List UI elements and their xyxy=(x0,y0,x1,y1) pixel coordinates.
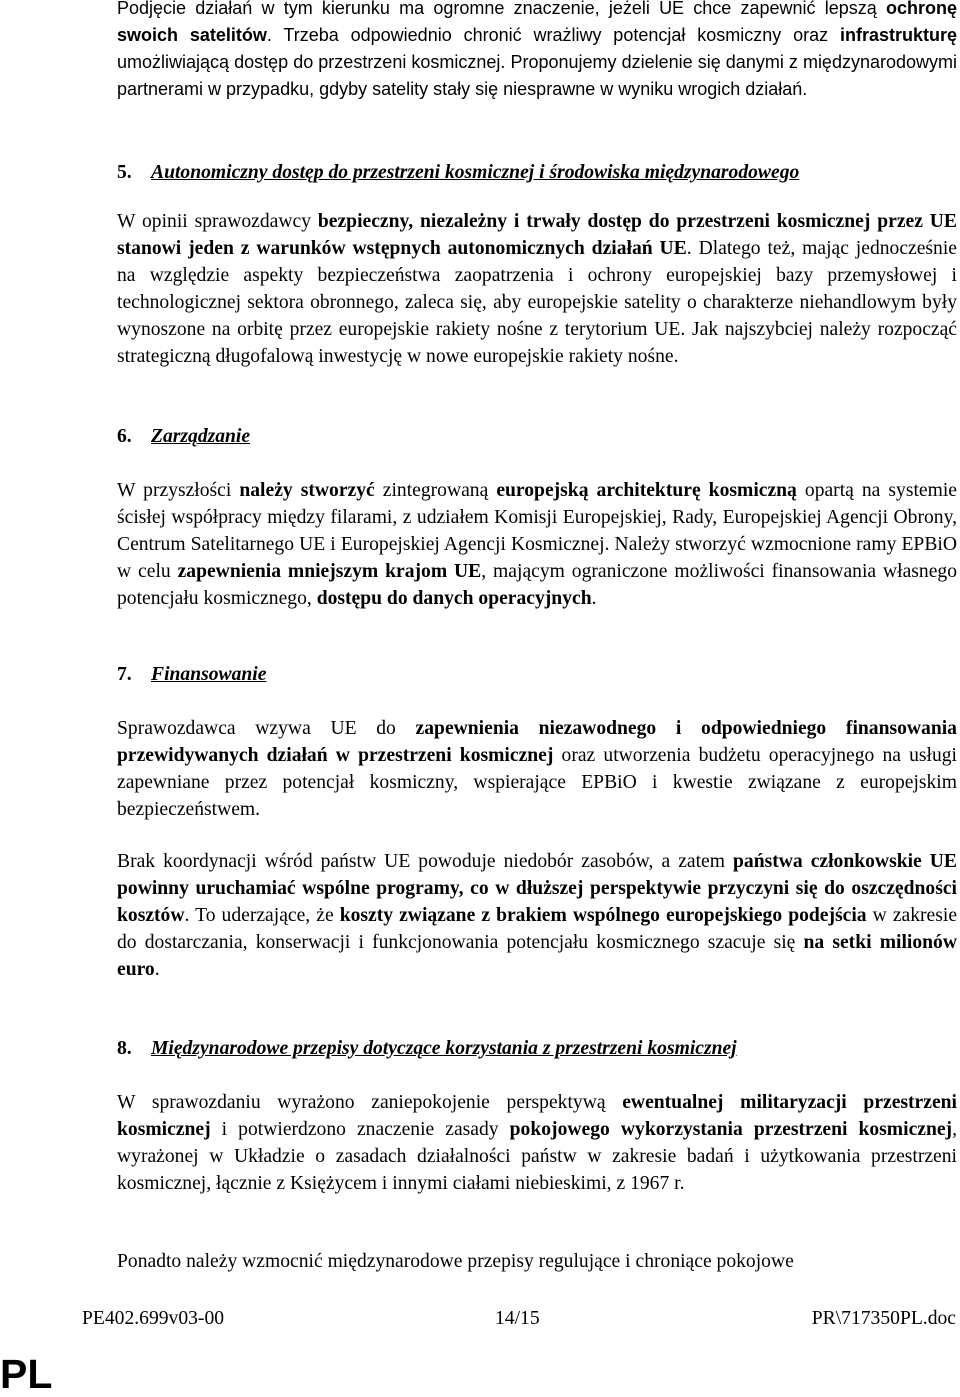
text-run: Brak koordynacji wśród państw UE powoduje niedobór zasobów, a zatem xyxy=(117,851,733,872)
section-8-paragraph-2 xyxy=(117,1248,957,1275)
page-footer xyxy=(0,1305,960,1335)
text-run: opartą na systemie ścisłej współpracy między filarami, z udziałem Komisji Europejskiej, Rady, Europejskiej Agencji Obrony, Centrum Satelitarnego UE i Europejskiej Agencji Kosmicznej. Należy stworzyć wzmocnione ramy EPBiO w celu xyxy=(117,480,957,582)
footer-page-number: 14/15 xyxy=(495,1308,540,1329)
text-run: . xyxy=(591,588,597,609)
bold-text-run: ewentualnej militaryzacji przestrzeni kosmicznej xyxy=(117,1092,957,1140)
text-run: w zakresie do dostarczania, konserwacji i funkcjonowania potencjału kosmicznego szacuje się xyxy=(117,905,958,953)
text-run: . Dlatego też, mając jednocześnie na względzie aspekty bezpieczeństwa zaopatrzenia i ochrony europejskiej bazy przemysłowej i technologicznej sektora obronnego, zaleca się, aby europejskie satelity o charakterze niehandlowym były wynoszone na orbitę przez europejskie rakiety nośne z terytorium UE. Jak najszybciej należy rozpocząć strategiczną długofalową inwestycję w nowe europejskie rakiety nośne. xyxy=(117,238,957,367)
bold-text-run: zapewnienia mniejszym krajom UE xyxy=(177,561,482,582)
bold-text-run: na setki milionów euro xyxy=(117,932,957,980)
text-run: , wyrażonej w Układzie o zasadach działalności państw w zakresie badań i użytkowania przestrzeni kosmicznej, łącznie z Księżycem i innymi ciałami niebieskimi, z 1967 r. xyxy=(117,1119,957,1194)
bold-text-run: europejską architekturę kosmiczną xyxy=(496,480,797,501)
text-run: Podjęcie działań w tym kierunku ma ogromne znaczenie, jeżeli UE chce zapewnić lepszą xyxy=(117,0,886,18)
text-run: . xyxy=(154,959,160,980)
section-5-title: Autonomiczny dostęp do przestrzeni kosmicznej i środowiska międzynarodowego xyxy=(151,162,800,183)
text-run: W sprawozdaniu wyrażono zaniepokojenie perspektywą xyxy=(117,1092,623,1113)
intro-paragraph xyxy=(117,0,957,103)
section-7-paragraph-2 xyxy=(117,848,957,983)
section-6-number: 6. xyxy=(117,426,132,447)
bold-text-run: koszty związane z brakiem wspólnego europejskiego podejścia xyxy=(339,905,867,926)
text-run: W przyszłości xyxy=(117,480,240,501)
footer-document-code: PE402.699v03-00 xyxy=(82,1308,225,1329)
bold-text-run: pokojowego wykorzystania przestrzeni kosmicznej xyxy=(509,1119,953,1140)
section-7-paragraph-1 xyxy=(117,715,957,823)
text-run: Sprawozdawca wzywa UE do xyxy=(117,718,416,739)
bold-text-run: państwa członkowskie UE powinny uruchamiać wspólne programy, co w dłuższej perspektywie przyczyni się do oszczędności kosztów xyxy=(117,851,957,926)
section-5-paragraph xyxy=(117,208,957,370)
section-6-heading xyxy=(117,423,250,450)
text-run: oraz utworzenia budżetu operacyjnego na usługi zapewniane przez potencjał kosmiczny, wspierające EPBiO i kwestie związane z europejskim bezpieczeństwem. xyxy=(117,745,957,820)
text-run: W opinii sprawozdawcy xyxy=(117,211,318,232)
footer-file-name: PR\717350PL.doc xyxy=(811,1308,956,1329)
bold-text-run: bezpieczny, niezależny i trwały dostęp do przestrzeni kosmicznej przez UE stanowi jeden z warunków wstępnych autonomicznych działań UE xyxy=(117,211,958,259)
bold-text-run: należy stworzyć xyxy=(239,480,375,501)
text-run: umożliwiającą dostęp do przestrzeni kosmicznej. Proponujemy dzielenie się danymi z międzynarodowymi partnerami w przypadku, gdyby satelity stały się niesprawne w wyniku wrogich działań. xyxy=(117,52,957,99)
bold-text-run: infrastrukturę xyxy=(839,25,957,45)
section-8-number: 8. xyxy=(117,1038,132,1059)
bold-text-run: zapewnienia niezawodnego i odpowiedniego finansowania przewidywanych działań w przestrzeni kosmicznej xyxy=(117,718,957,766)
section-6-title: Zarządzanie xyxy=(151,426,251,447)
text-run: . To uderzające, że xyxy=(184,905,340,926)
text-run: zintegrowaną xyxy=(374,480,497,501)
text-run: Ponadto należy wzmocnić międzynarodowe przepisy regulujące i chroniące pokojowe xyxy=(117,1251,794,1272)
section-5-number: 5. xyxy=(117,162,132,183)
section-6-paragraph xyxy=(117,477,957,612)
language-code: PL xyxy=(0,1351,53,1397)
section-7-title: Finansowanie xyxy=(151,664,267,685)
section-5-heading xyxy=(117,159,799,186)
section-8-heading xyxy=(117,1035,737,1062)
section-8-paragraph-1 xyxy=(117,1089,957,1197)
text-run: . Trzeba odpowiednio chronić wrażliwy potencjał kosmiczny oraz xyxy=(266,25,840,45)
text-run: , mającym ograniczone możliwości finansowania własnego potencjału kosmicznego, xyxy=(117,561,957,609)
section-7-number: 7. xyxy=(117,664,132,685)
section-8-title: Międzynarodowe przepisy dotyczące korzystania z przestrzeni kosmicznej xyxy=(151,1038,737,1059)
bold-text-run: dostępu do danych operacyjnych xyxy=(316,588,592,609)
section-7-heading xyxy=(117,661,266,688)
text-run: i potwierdzono znaczenie zasady xyxy=(210,1119,510,1140)
bold-text-run: ochronę swoich satelitów xyxy=(117,0,957,45)
